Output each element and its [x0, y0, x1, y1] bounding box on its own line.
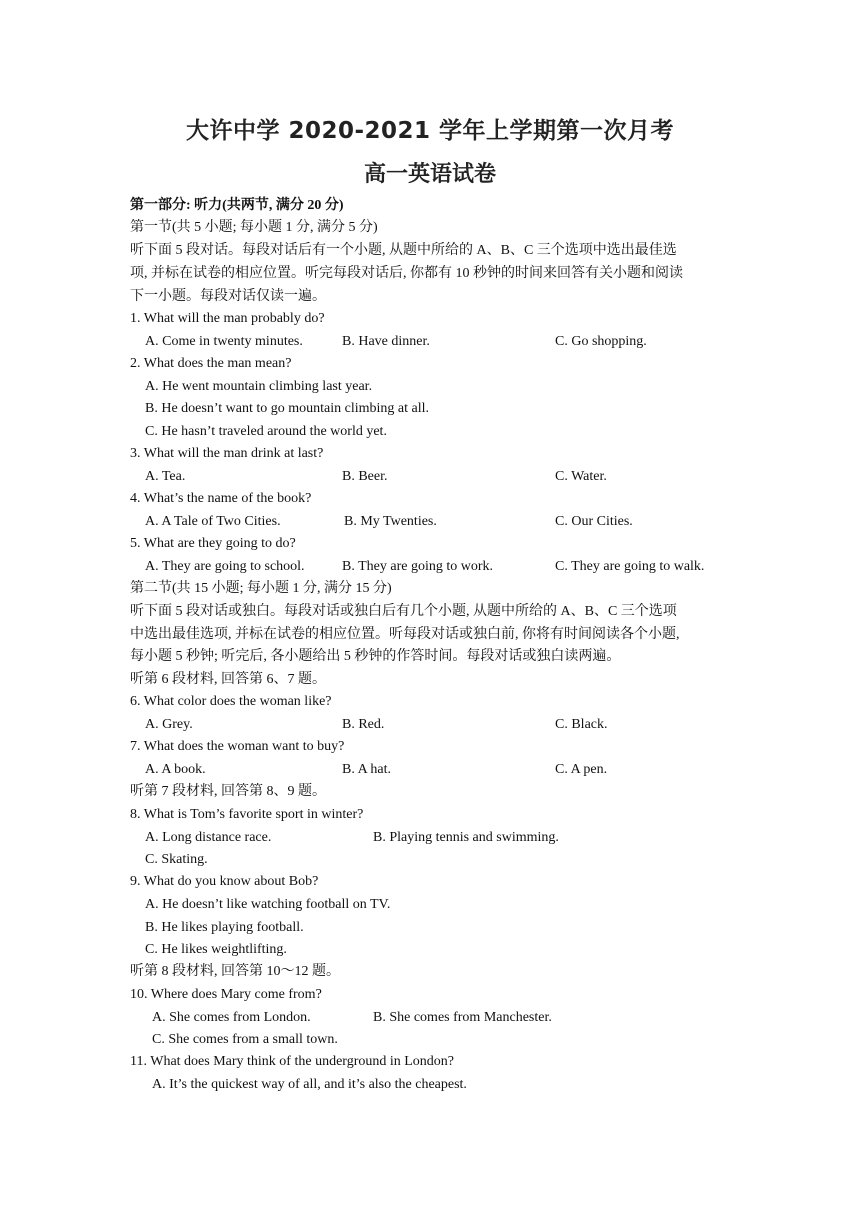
option-a: A. Tea.	[145, 469, 186, 484]
option-a: A. A Tale of Two Cities.	[145, 514, 281, 529]
option-a: A. She comes from London.	[152, 1010, 311, 1025]
option-b: B. Beer.	[342, 469, 388, 484]
option-c: C. Water.	[555, 469, 607, 484]
exam-title: 大许中学 2020-2021 学年上学期第一次月考	[185, 118, 675, 144]
question-stem: 7. What does the woman want to buy?	[130, 739, 345, 754]
option-a: A. Come in twenty minutes.	[145, 334, 303, 349]
option-b: B. A hat.	[342, 762, 392, 777]
option-b: B. She comes from Manchester.	[373, 1010, 552, 1025]
section1-heading: 第一节(共 5 小题; 每小题 1 分, 满分 5 分)	[130, 220, 378, 235]
option-b: B. Playing tennis and swimming.	[373, 830, 559, 845]
section2-instructions-line: 听下面 5 段对话或独白。每段对话或独白后有几个小题, 从题中所给的 A、B、C 三个选项	[130, 604, 677, 619]
part1-heading: 第一部分: 听力(共两节, 满分 20 分)	[130, 198, 344, 213]
option-a: A. Long distance race.	[145, 830, 272, 845]
option-a: A. He doesn’t like watching football on TV.	[145, 897, 391, 912]
question-stem: 2. What does the man mean?	[130, 356, 292, 371]
section1-instructions-line: 下一小题。每段对话仅读一遍。	[130, 289, 326, 304]
option-b: B. Red.	[342, 717, 385, 732]
question-stem: 5. What are they going to do?	[130, 536, 296, 551]
option-c: C. Black.	[555, 717, 608, 732]
option-b: B. Have dinner.	[342, 334, 430, 349]
option-c: C. Skating.	[145, 852, 208, 867]
option-b: B. He likes playing football.	[145, 920, 304, 935]
option-a: A. They are going to school.	[145, 559, 305, 574]
material-note: 听第 7 段材料, 回答第 8、9 题。	[130, 784, 326, 799]
section2-instructions-line: 每小题 5 秒钟; 听完后, 各小题给出 5 秒钟的作答时间。每段对话或独白读两遍。	[130, 649, 621, 664]
option-a: A. A book.	[145, 762, 206, 777]
option-c: C. He hasn’t traveled around the world yet.	[145, 424, 387, 439]
option-b: B. They are going to work.	[342, 559, 493, 574]
option-c: C. They are going to walk.	[555, 559, 705, 574]
question-stem: 4. What’s the name of the book?	[130, 491, 312, 506]
option-a: A. He went mountain climbing last year.	[145, 379, 373, 394]
option-b: B. My Twenties.	[344, 514, 437, 529]
option-b: B. He doesn’t want to go mountain climbing at all.	[145, 401, 429, 416]
section2-instructions-line: 中选出最佳选项, 并标在试卷的相应位置。听每段对话或独白前, 你将有时间阅读各个小题,	[130, 627, 680, 642]
section2-heading: 第二节(共 15 小题; 每小题 1 分, 满分 15 分)	[130, 581, 392, 596]
option-c: C. He likes weightlifting.	[145, 942, 287, 957]
option-a: A. Grey.	[145, 717, 193, 732]
exam-subtitle: 高一英语试卷	[363, 162, 496, 187]
option-c: C. A pen.	[555, 762, 608, 777]
material-note: 听第 6 段材料, 回答第 6、7 题。	[130, 672, 326, 687]
question-stem: 10. Where does Mary come from?	[130, 987, 322, 1002]
question-stem: 1. What will the man probably do?	[130, 311, 325, 326]
question-stem: 8. What is Tom’s favorite sport in winter?	[130, 807, 364, 822]
question-stem: 9. What do you know about Bob?	[130, 874, 319, 889]
option-c: C. Our Cities.	[555, 514, 633, 529]
material-note: 听第 8 段材料, 回答第 10～12 题。	[130, 964, 340, 979]
question-stem: 6. What color does the woman like?	[130, 694, 332, 709]
option-c: C. Go shopping.	[555, 334, 647, 349]
question-stem: 3. What will the man drink at last?	[130, 446, 324, 461]
option-a: A. It’s the quickest way of all, and it’s also the cheapest.	[152, 1077, 467, 1092]
question-stem: 11. What does Mary think of the underground in London?	[130, 1054, 455, 1069]
section1-instructions-line: 听下面 5 段对话。每段对话后有一个小题, 从题中所给的 A、B、C 三个选项中选出最佳选	[130, 243, 677, 258]
option-c: C. She comes from a small town.	[152, 1032, 338, 1047]
section1-instructions-line: 项, 并标在试卷的相应位置。听完每段对话后, 你都有 10 秒钟的时间来回答有关小题和阅读	[130, 266, 683, 281]
